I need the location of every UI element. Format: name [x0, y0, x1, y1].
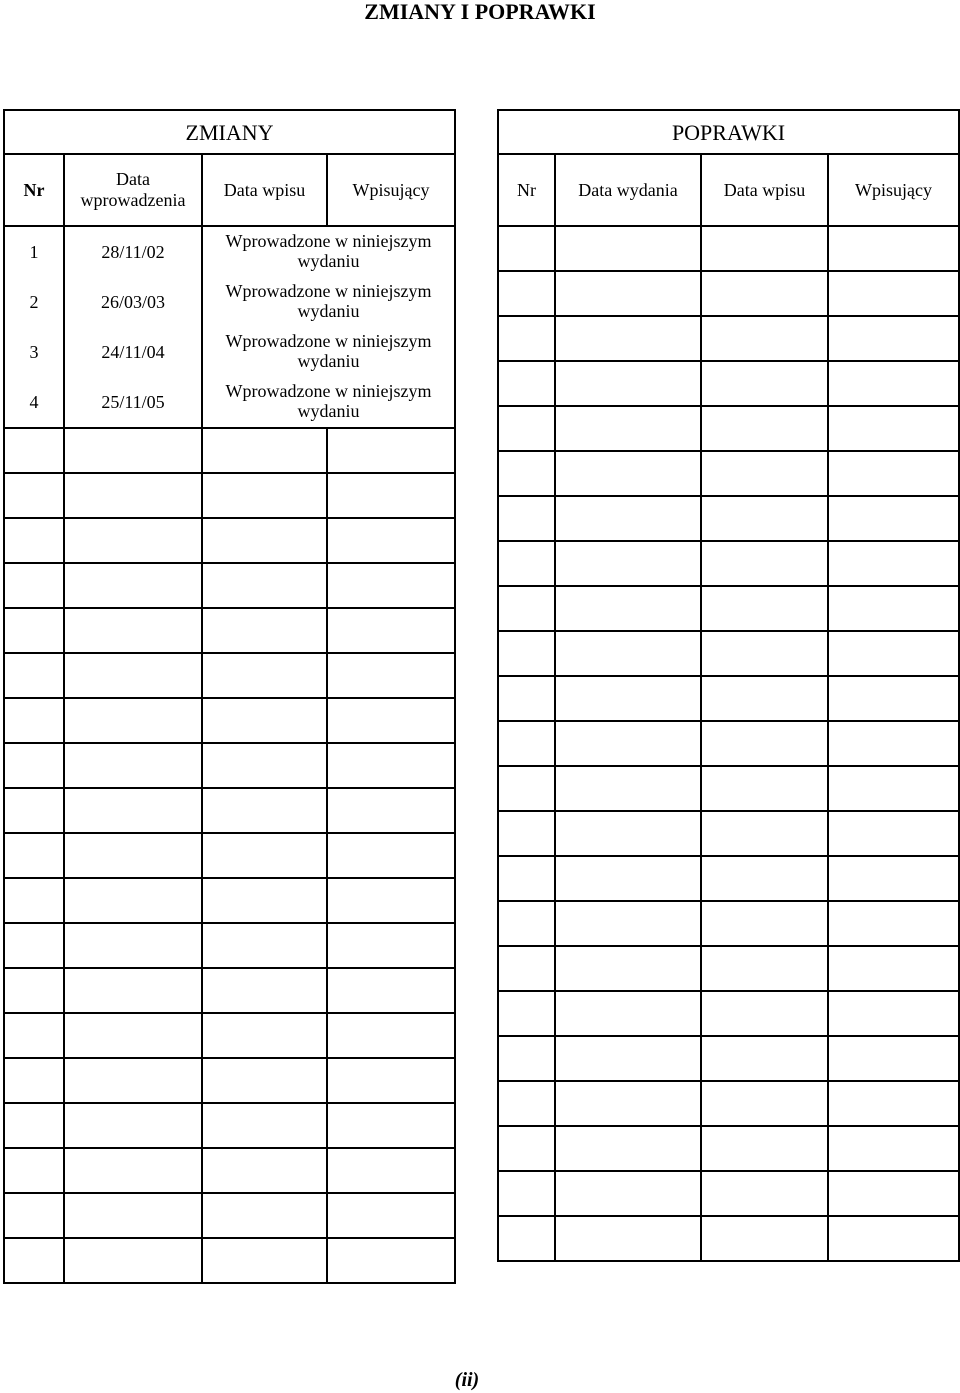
poprawki-header-data-wpisu: Data wpisu [701, 154, 828, 226]
poprawki-empty-cell [701, 226, 828, 271]
zmiany-empty-cell [4, 788, 64, 833]
poprawki-empty-cell [498, 361, 555, 406]
zmiany-empty-cell [327, 1193, 455, 1238]
poprawki-empty-cell [828, 271, 959, 316]
zmiany-header-data-wprowadzenia: Data wprowadzenia [64, 154, 202, 226]
zmiany-empty-cell [327, 1148, 455, 1193]
poprawki-empty-row [498, 676, 959, 721]
zmiany-row-nr: 3 [4, 327, 64, 377]
zmiany-empty-row [4, 1148, 455, 1193]
poprawki-empty-row [498, 811, 959, 856]
poprawki-empty-cell [828, 316, 959, 361]
zmiany-empty-cell [202, 698, 327, 743]
poprawki-header-wpisujacy: Wpisujący [828, 154, 959, 226]
zmiany-empty-row [4, 788, 455, 833]
poprawki-empty-cell [498, 496, 555, 541]
zmiany-empty-cell [4, 1103, 64, 1148]
poprawki-empty-cell [701, 496, 828, 541]
zmiany-empty-row [4, 968, 455, 1013]
zmiany-empty-cell [64, 1013, 202, 1058]
zmiany-empty-cell [202, 563, 327, 608]
poprawki-empty-row [498, 316, 959, 361]
zmiany-empty-cell [4, 743, 64, 788]
zmiany-header-wpisujacy: Wpisujący [327, 154, 455, 226]
poprawki-empty-cell [828, 991, 959, 1036]
poprawki-empty-cell [555, 991, 701, 1036]
poprawki-empty-row [498, 1036, 959, 1081]
zmiany-empty-row [4, 518, 455, 563]
poprawki-empty-cell [498, 676, 555, 721]
zmiany-empty-cell [202, 788, 327, 833]
zmiany-header-data-wpisu: Data wpisu [202, 154, 327, 226]
zmiany-empty-cell [327, 833, 455, 878]
poprawki-empty-cell [498, 631, 555, 676]
zmiany-empty-row [4, 1013, 455, 1058]
poprawki-empty-cell [498, 406, 555, 451]
poprawki-empty-row [498, 496, 959, 541]
poprawki-empty-cell [498, 766, 555, 811]
zmiany-empty-cell [202, 473, 327, 518]
zmiany-empty-cell [64, 923, 202, 968]
poprawki-empty-cell [701, 676, 828, 721]
poprawki-empty-row [498, 721, 959, 766]
zmiany-empty-cell [64, 698, 202, 743]
poprawki-section-title: POPRAWKI [498, 110, 959, 154]
poprawki-empty-cell [701, 361, 828, 406]
poprawki-empty-cell [828, 226, 959, 271]
zmiany-row-nr: 2 [4, 277, 64, 327]
zmiany-row-date: 26/03/03 [64, 277, 202, 327]
poprawki-empty-cell [828, 811, 959, 856]
poprawki-empty-cell [828, 766, 959, 811]
poprawki-empty-cell [555, 811, 701, 856]
zmiany-empty-row [4, 1103, 455, 1148]
poprawki-empty-cell [701, 1171, 828, 1216]
poprawki-empty-cell [828, 541, 959, 586]
zmiany-empty-cell [4, 1193, 64, 1238]
zmiany-row-date: 28/11/02 [64, 226, 202, 277]
zmiany-empty-cell [4, 698, 64, 743]
zmiany-empty-cell [64, 743, 202, 788]
poprawki-empty-cell [828, 451, 959, 496]
zmiany-empty-row [4, 878, 455, 923]
poprawki-empty-cell [555, 946, 701, 991]
zmiany-empty-cell [64, 518, 202, 563]
zmiany-empty-cell [64, 563, 202, 608]
poprawki-empty-cell [828, 1126, 959, 1171]
poprawki-empty-cell [701, 316, 828, 361]
zmiany-empty-cell [64, 1193, 202, 1238]
zmiany-empty-cell [64, 788, 202, 833]
poprawki-empty-cell [498, 1081, 555, 1126]
zmiany-empty-cell [202, 518, 327, 563]
zmiany-empty-cell [4, 1058, 64, 1103]
zmiany-empty-cell [202, 1103, 327, 1148]
poprawki-empty-cell [498, 451, 555, 496]
poprawki-empty-cell [555, 1171, 701, 1216]
zmiany-empty-cell [327, 923, 455, 968]
poprawki-empty-cell [701, 811, 828, 856]
poprawki-empty-cell [701, 721, 828, 766]
zmiany-empty-cell [64, 473, 202, 518]
zmiany-empty-cell [327, 563, 455, 608]
poprawki-empty-cell [828, 1081, 959, 1126]
zmiany-empty-cell [202, 1193, 327, 1238]
zmiany-empty-cell [64, 428, 202, 473]
poprawki-empty-cell [828, 496, 959, 541]
poprawki-empty-cell [555, 451, 701, 496]
zmiany-empty-row [4, 833, 455, 878]
zmiany-empty-cell [327, 428, 455, 473]
poprawki-empty-cell [498, 541, 555, 586]
zmiany-empty-cell [327, 1238, 455, 1283]
zmiany-empty-cell [327, 1058, 455, 1103]
poprawki-empty-cell [828, 1036, 959, 1081]
poprawki-empty-cell [498, 1126, 555, 1171]
poprawki-empty-cell [555, 766, 701, 811]
poprawki-empty-cell [555, 1216, 701, 1261]
poprawki-empty-row [498, 631, 959, 676]
zmiany-empty-cell [4, 923, 64, 968]
poprawki-header-nr: Nr [498, 154, 555, 226]
poprawki-empty-row [498, 856, 959, 901]
poprawki-empty-cell [555, 901, 701, 946]
poprawki-empty-cell [701, 631, 828, 676]
poprawki-empty-cell [701, 271, 828, 316]
zmiany-empty-cell [64, 1058, 202, 1103]
page-number: (ii) [454, 1369, 480, 1391]
zmiany-empty-cell [327, 788, 455, 833]
zmiany-empty-cell [327, 968, 455, 1013]
poprawki-empty-cell [701, 1036, 828, 1081]
poprawki-empty-cell [701, 856, 828, 901]
zmiany-row [4, 277, 455, 327]
zmiany-empty-cell [327, 743, 455, 788]
poprawki-empty-cell [828, 1216, 959, 1261]
zmiany-empty-cell [327, 653, 455, 698]
zmiany-empty-cell [4, 1013, 64, 1058]
zmiany-empty-cell [64, 1148, 202, 1193]
zmiany-empty-cell [64, 1238, 202, 1283]
zmiany-empty-cell [202, 878, 327, 923]
poprawki-empty-cell [555, 1036, 701, 1081]
poprawki-empty-cell [555, 1081, 701, 1126]
poprawki-empty-cell [498, 721, 555, 766]
zmiany-empty-cell [327, 473, 455, 518]
poprawki-empty-row [498, 271, 959, 316]
zmiany-row-note: Wprowadzone w niniejszym wydaniu [202, 277, 455, 327]
poprawki-empty-cell [555, 541, 701, 586]
zmiany-empty-cell [64, 833, 202, 878]
poprawki-empty-cell [498, 586, 555, 631]
poprawki-empty-cell [498, 1171, 555, 1216]
poprawki-empty-cell [498, 271, 555, 316]
zmiany-empty-cell [202, 923, 327, 968]
zmiany-empty-cell [327, 698, 455, 743]
zmiany-empty-cell [202, 428, 327, 473]
poprawki-empty-row [498, 226, 959, 271]
poprawki-empty-row [498, 406, 959, 451]
poprawki-empty-row [498, 946, 959, 991]
poprawki-empty-cell [701, 946, 828, 991]
zmiany-empty-row [4, 1058, 455, 1103]
poprawki-empty-cell [555, 496, 701, 541]
poprawki-empty-row [498, 1171, 959, 1216]
poprawki-empty-cell [555, 586, 701, 631]
poprawki-table [497, 109, 960, 1262]
poprawki-empty-row [498, 541, 959, 586]
zmiany-empty-cell [64, 608, 202, 653]
poprawki-empty-cell [828, 946, 959, 991]
zmiany-empty-cell [4, 968, 64, 1013]
zmiany-row [4, 327, 455, 377]
poprawki-empty-cell [498, 901, 555, 946]
page-title: ZMIANY I POPRAWKI [364, 0, 596, 24]
zmiany-empty-row [4, 473, 455, 518]
zmiany-empty-row [4, 1238, 455, 1283]
poprawki-empty-cell [555, 271, 701, 316]
poprawki-header-data-wydania: Data wydania [555, 154, 701, 226]
poprawki-empty-cell [828, 676, 959, 721]
poprawki-empty-row [498, 586, 959, 631]
poprawki-empty-cell [828, 856, 959, 901]
zmiany-row-note: Wprowadzone w niniejszym wydaniu [202, 226, 455, 277]
zmiany-empty-cell [64, 968, 202, 1013]
poprawki-empty-cell [555, 631, 701, 676]
poprawki-empty-cell [701, 451, 828, 496]
poprawki-empty-cell [701, 406, 828, 451]
poprawki-empty-cell [555, 316, 701, 361]
zmiany-empty-cell [202, 1013, 327, 1058]
poprawki-empty-cell [498, 946, 555, 991]
poprawki-empty-cell [498, 811, 555, 856]
zmiany-row-nr: 1 [4, 226, 64, 277]
zmiany-empty-cell [4, 833, 64, 878]
poprawki-empty-cell [828, 1171, 959, 1216]
zmiany-row-note: Wprowadzone w niniejszym wydaniu [202, 327, 455, 377]
zmiany-empty-row [4, 428, 455, 473]
zmiany-empty-cell [4, 518, 64, 563]
poprawki-empty-cell [828, 721, 959, 766]
poprawki-empty-cell [828, 631, 959, 676]
zmiany-empty-cell [202, 653, 327, 698]
zmiany-empty-row [4, 1193, 455, 1238]
zmiany-empty-cell [4, 563, 64, 608]
poprawki-empty-row [498, 1081, 959, 1126]
zmiany-header-nr: Nr [4, 154, 64, 226]
poprawki-empty-cell [701, 1126, 828, 1171]
poprawki-empty-cell [555, 721, 701, 766]
zmiany-empty-cell [64, 1103, 202, 1148]
zmiany-row-nr: 4 [4, 377, 64, 428]
poprawki-empty-cell [498, 1036, 555, 1081]
zmiany-empty-cell [202, 1148, 327, 1193]
poprawki-empty-row [498, 991, 959, 1036]
poprawki-empty-cell [701, 541, 828, 586]
zmiany-empty-cell [202, 968, 327, 1013]
poprawki-empty-cell [555, 856, 701, 901]
poprawki-empty-cell [498, 316, 555, 361]
zmiany-empty-cell [202, 608, 327, 653]
zmiany-empty-row [4, 743, 455, 788]
zmiany-empty-row [4, 653, 455, 698]
zmiany-empty-cell [4, 473, 64, 518]
zmiany-empty-cell [327, 518, 455, 563]
poprawki-empty-cell [701, 586, 828, 631]
poprawki-empty-cell [828, 901, 959, 946]
zmiany-row-date: 24/11/04 [64, 327, 202, 377]
zmiany-empty-cell [4, 608, 64, 653]
zmiany-empty-row [4, 698, 455, 743]
poprawki-empty-cell [555, 226, 701, 271]
zmiany-empty-cell [4, 1148, 64, 1193]
poprawki-empty-cell [701, 1216, 828, 1261]
zmiany-empty-cell [202, 1238, 327, 1283]
poprawki-empty-cell [701, 1081, 828, 1126]
zmiany-empty-cell [327, 1103, 455, 1148]
zmiany-empty-cell [4, 1238, 64, 1283]
zmiany-table [3, 109, 456, 1284]
zmiany-empty-cell [4, 653, 64, 698]
zmiany-empty-cell [202, 1058, 327, 1103]
zmiany-row-date: 25/11/05 [64, 377, 202, 428]
zmiany-empty-cell [202, 743, 327, 788]
zmiany-empty-cell [327, 1013, 455, 1058]
zmiany-empty-row [4, 608, 455, 653]
poprawki-empty-cell [555, 406, 701, 451]
poprawki-empty-cell [828, 361, 959, 406]
poprawki-empty-row [498, 361, 959, 406]
zmiany-empty-cell [327, 608, 455, 653]
poprawki-empty-row [498, 451, 959, 496]
zmiany-empty-cell [327, 878, 455, 923]
poprawki-empty-cell [498, 226, 555, 271]
poprawki-empty-row [498, 1126, 959, 1171]
poprawki-empty-cell [555, 361, 701, 406]
poprawki-empty-cell [701, 991, 828, 1036]
poprawki-empty-cell [555, 1126, 701, 1171]
zmiany-row [4, 377, 455, 428]
poprawki-empty-cell [498, 856, 555, 901]
poprawki-empty-row [498, 766, 959, 811]
zmiany-row [4, 226, 455, 277]
poprawki-empty-row [498, 1216, 959, 1261]
zmiany-empty-cell [4, 878, 64, 923]
poprawki-empty-cell [498, 991, 555, 1036]
zmiany-row-note: Wprowadzone w niniejszym wydaniu [202, 377, 455, 428]
zmiany-empty-cell [4, 428, 64, 473]
poprawki-empty-cell [828, 406, 959, 451]
zmiany-empty-row [4, 563, 455, 608]
zmiany-empty-row [4, 923, 455, 968]
poprawki-empty-cell [555, 676, 701, 721]
poprawki-empty-cell [828, 586, 959, 631]
poprawki-empty-row [498, 901, 959, 946]
zmiany-section-title: ZMIANY [4, 110, 455, 154]
zmiany-empty-cell [202, 833, 327, 878]
zmiany-empty-cell [64, 878, 202, 923]
poprawki-empty-cell [701, 766, 828, 811]
zmiany-empty-cell [64, 653, 202, 698]
poprawki-empty-cell [701, 901, 828, 946]
poprawki-empty-cell [498, 1216, 555, 1261]
